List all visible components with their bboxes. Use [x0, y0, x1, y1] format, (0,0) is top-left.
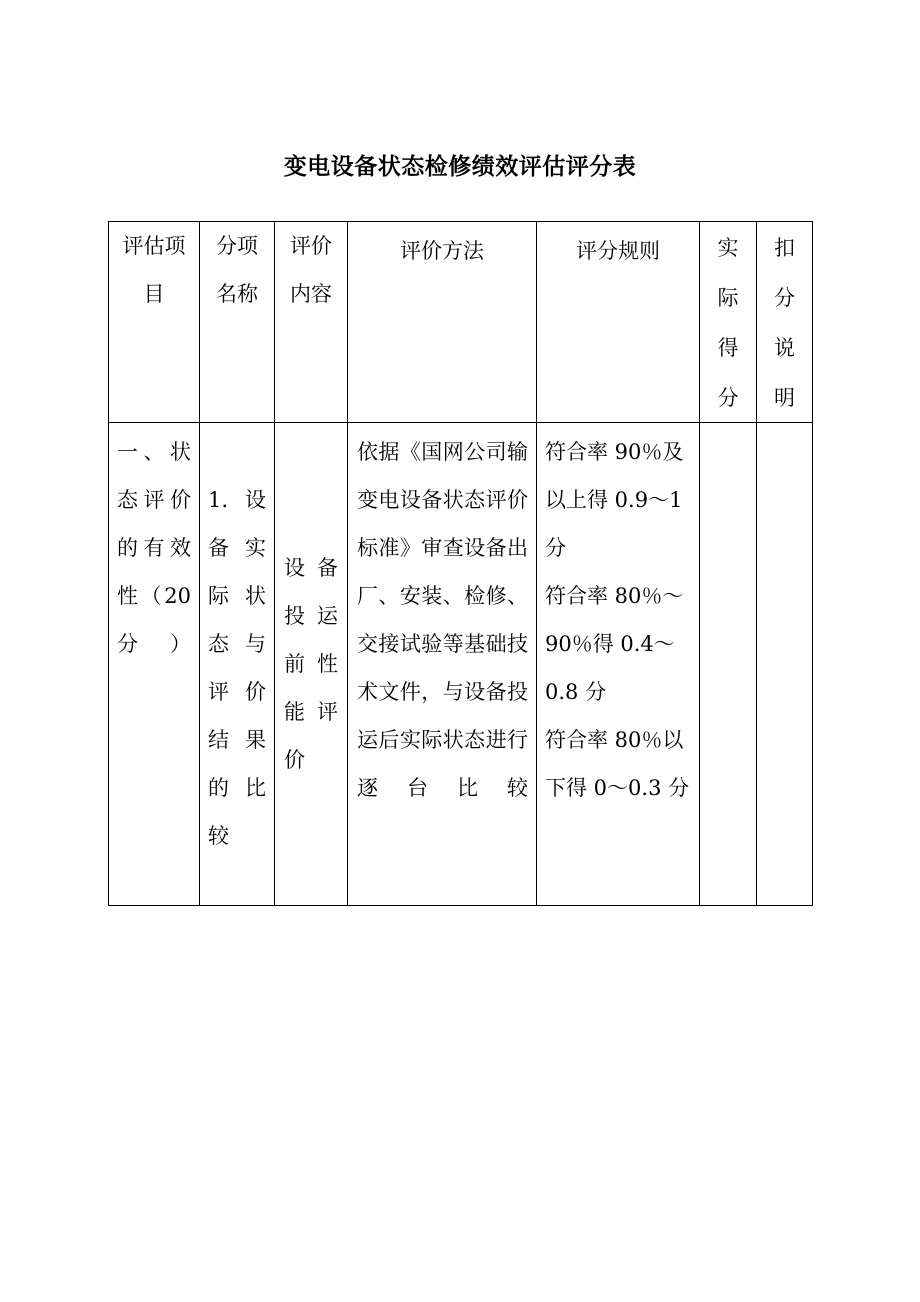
- header-item: 评估项目: [109, 222, 200, 423]
- cell-rule: [537, 423, 700, 906]
- cell-sub-item: 1. 设备实际状态与评价结果的比较: [200, 423, 275, 906]
- header-rule: 评分规则: [537, 222, 700, 423]
- header-content: 评价内容: [275, 222, 348, 423]
- header-deduction-note: 扣 分 说 明: [757, 222, 813, 423]
- header-actual-score: 实 际 得 分: [700, 222, 757, 423]
- header-sub-item: 分项名称: [200, 222, 275, 423]
- cell-actual-score: [700, 423, 757, 906]
- cell-content: 设备投运前性能评价: [275, 423, 348, 906]
- document-title: 变电设备状态检修绩效评估评分表: [283, 154, 637, 180]
- cell-method: 依据《国网公司输变电设备状态评价标准》审查设备出厂、安装、检修、交接试验等基础技术文件，与设备投运后实际状态进行逐台比较: [348, 423, 537, 906]
- rule-line: 符合率 80％以下得 0～0.3 分: [545, 728, 690, 800]
- cell-deduction-note: [757, 423, 813, 906]
- score-table: [108, 221, 813, 906]
- table-row: [109, 423, 813, 906]
- header-method: 评价方法: [348, 222, 537, 423]
- cell-item: 一、状态评价的有效性（20分）: [109, 423, 200, 906]
- rule-line: 符合率 80％～90％得 0.4～0.8 分: [545, 584, 684, 704]
- table-header-row: [109, 222, 813, 423]
- rule-line: 符合率 90％及以上得 0.9～1 分: [545, 440, 684, 560]
